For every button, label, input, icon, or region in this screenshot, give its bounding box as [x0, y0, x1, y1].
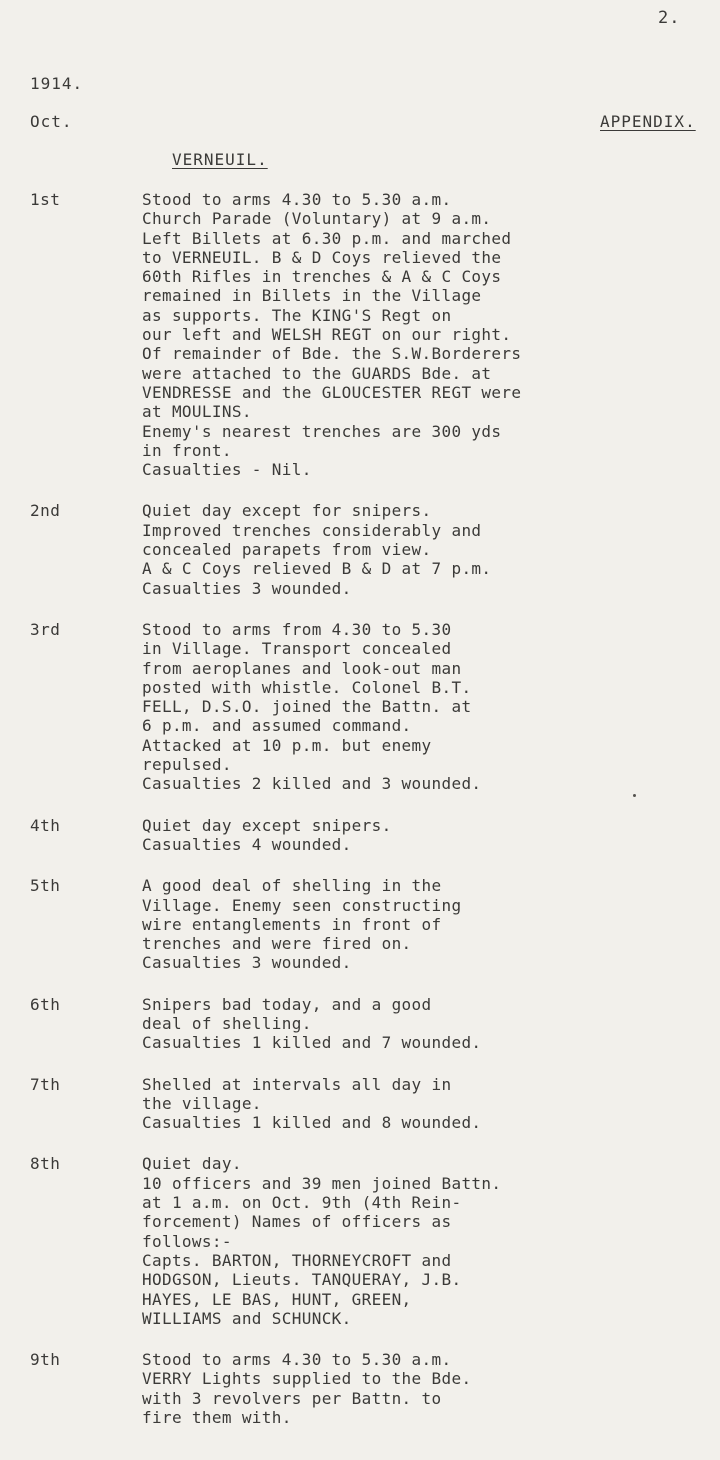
diary-entry	[0, 1154, 720, 1328]
entry-date: 5th	[30, 876, 61, 896]
entry-line: with 3 revolvers per Battn. to	[142, 1388, 442, 1408]
entry-text	[142, 620, 682, 794]
entry-line: remained in Billets in the Village	[142, 286, 482, 306]
entry-line: at MOULINS.	[142, 402, 252, 422]
entry-line: concealed parapets from view.	[142, 540, 432, 560]
entry-line: posted with whistle. Colonel B.T.	[142, 677, 472, 697]
diary-entry	[0, 1075, 720, 1133]
entry-text	[142, 1075, 682, 1133]
entry-line: to VERNEUIL. B & D Coys relieved the	[142, 247, 502, 267]
entry-line: Improved trenches considerably and	[142, 520, 482, 540]
entry-line: our left and WELSH REGT on our right.	[142, 325, 512, 345]
entry-date: 3rd	[30, 619, 61, 639]
entry-line: Casualties - Nil.	[142, 460, 312, 480]
diary-entry	[0, 816, 720, 855]
entry-line: from aeroplanes and look-out man	[142, 658, 462, 678]
entry-date: 8th	[30, 1154, 61, 1174]
entry-line: Casualties 3 wounded.	[142, 953, 352, 973]
entry-line: WILLIAMS and SCHUNCK.	[142, 1308, 352, 1328]
entry-line: wire entanglements in front of	[142, 914, 442, 934]
entry-line: were attached to the GUARDS Bde. at	[142, 363, 492, 383]
entry-line: Casualties 3 wounded.	[142, 578, 352, 598]
page-number: 2.	[658, 8, 681, 28]
entry-line: fire them with.	[142, 1408, 292, 1428]
entry-line: Village. Enemy seen constructing	[142, 895, 462, 915]
entry-date: 6th	[30, 994, 61, 1014]
entry-text	[142, 1154, 682, 1328]
entry-line: deal of shelling.	[142, 1013, 312, 1033]
entry-text	[142, 816, 682, 855]
month-heading: Oct.	[30, 112, 73, 131]
diary-entry	[0, 876, 720, 972]
entry-text	[142, 876, 682, 972]
entry-line: forcement) Names of officers as	[142, 1212, 452, 1232]
entry-line: Quiet day except for snipers.	[142, 501, 432, 521]
entry-line: Stood to arms 4.30 to 5.30 a.m.	[142, 1350, 452, 1370]
entry-line: Casualties 1 killed and 8 wounded.	[142, 1113, 482, 1133]
entry-line: Casualties 2 killed and 3 wounded.	[142, 774, 482, 794]
entry-date: 4th	[30, 815, 61, 835]
year-heading: 1914.	[30, 74, 84, 93]
entry-line: 10 officers and 39 men joined Battn.	[142, 1173, 502, 1193]
entry-line: Snipers bad today, and a good	[142, 994, 432, 1014]
entry-line: Of remainder of Bde. the S.W.Borderers	[142, 344, 522, 364]
entry-line: A & C Coys relieved B & D at 7 p.m.	[142, 559, 492, 579]
stray-ink-mark	[633, 794, 636, 797]
entry-date: 1st	[30, 190, 61, 209]
entry-line: FELL, D.S.O. joined the Battn. at	[142, 697, 472, 717]
entry-line: Casualties 4 wounded.	[142, 834, 352, 854]
entry-line: in Village. Transport concealed	[142, 639, 452, 659]
entry-line: trenches and were fired on.	[142, 934, 412, 954]
diary-entry	[0, 620, 720, 794]
entry-line: Church Parade (Voluntary) at 9 a.m.	[142, 209, 492, 229]
entry-line: Attacked at 10 p.m. but enemy	[142, 735, 432, 755]
entry-line: Quiet day except snipers.	[142, 815, 392, 835]
entry-line: Casualties 1 killed and 7 wounded.	[142, 1033, 482, 1053]
entry-line: 6 p.m. and assumed command.	[142, 716, 412, 736]
diary-entry	[0, 1350, 720, 1427]
entry-date: 9th	[30, 1350, 61, 1370]
entry-line: HAYES, LE BAS, HUNT, GREEN,	[142, 1289, 412, 1309]
entry-line: VERRY Lights supplied to the Bde.	[142, 1369, 472, 1389]
entry-text	[142, 1350, 682, 1427]
diary-entry	[0, 501, 720, 597]
entry-line: Capts. BARTON, THORNEYCROFT and	[142, 1250, 452, 1270]
entry-line: 60th Rifles in trenches & A & C Coys	[142, 267, 502, 287]
entry-line: Shelled at intervals all day in	[142, 1074, 452, 1094]
entry-text	[142, 995, 682, 1053]
entry-line: in front.	[142, 440, 232, 460]
entry-date: 7th	[30, 1074, 61, 1094]
entry-line: A good deal of shelling in the	[142, 876, 442, 896]
entry-date: 2nd	[30, 501, 61, 521]
diary-entry	[0, 190, 720, 479]
entry-line: Stood to arms 4.30 to 5.30 a.m.	[142, 190, 452, 209]
appendix-label: APPENDIX.	[600, 112, 696, 131]
entry-text	[142, 190, 682, 479]
entry-text	[142, 501, 682, 597]
place-heading: VERNEUIL.	[172, 150, 268, 169]
entry-line: HODGSON, Lieuts. TANQUERAY, J.B.	[142, 1270, 462, 1290]
entry-line: Enemy's nearest trenches are 300 yds	[142, 421, 502, 441]
diary-entry	[0, 995, 720, 1053]
entry-line: VENDRESSE and the GLOUCESTER REGT were	[142, 382, 522, 402]
entry-line: as supports. The KING'S Regt on	[142, 305, 452, 325]
entry-line: follows:-	[142, 1231, 232, 1251]
entry-line: Stood to arms from 4.30 to 5.30	[142, 619, 452, 639]
entry-line: at 1 a.m. on Oct. 9th (4th Rein-	[142, 1193, 462, 1213]
entry-line: repulsed.	[142, 755, 232, 775]
entry-line: the village.	[142, 1093, 262, 1113]
diary-entries	[0, 190, 720, 1449]
entry-line: Left Billets at 6.30 p.m. and marched	[142, 228, 512, 248]
entry-line: Quiet day.	[142, 1154, 242, 1174]
